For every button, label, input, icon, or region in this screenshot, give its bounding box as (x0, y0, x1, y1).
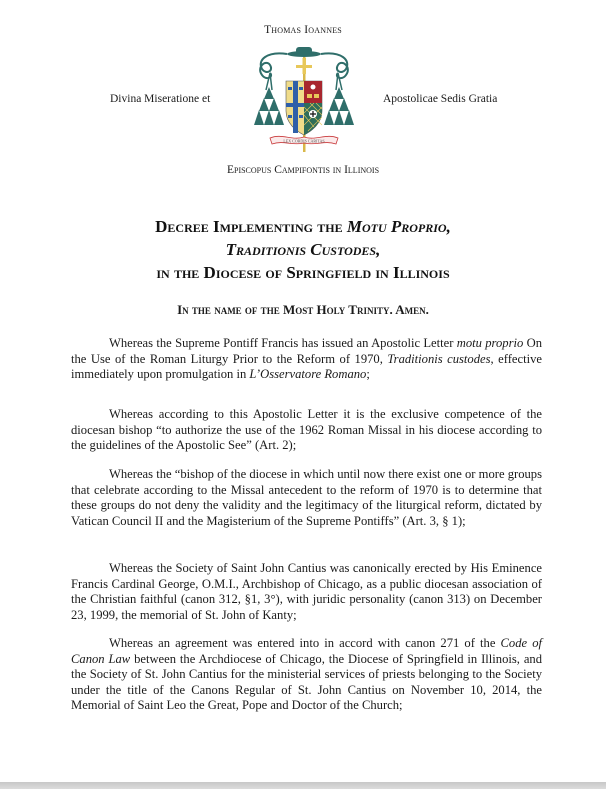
title-line-2: Traditionis Custodes, (225, 240, 381, 259)
header-right-text: Apostolicae Sedis Gratia (383, 93, 498, 105)
invocation: In the name of the Most Holy Trinity. Amen. (177, 302, 429, 317)
page-bottom-edge (0, 782, 606, 789)
coat-of-arms-icon (252, 45, 356, 155)
title-line-1: Decree Implementing the Motu Proprio, (155, 217, 451, 236)
title-line-3: in the Diocese of Springfield in Illinois (156, 263, 450, 282)
svg-text:LEX CORDIS CARITAS: LEX CORDIS CARITAS (283, 138, 325, 144)
bishop-name: Thomas Ioannes (264, 24, 342, 36)
bishop-title: Episcopus Campifontis in Illinois (226, 164, 380, 176)
paragraph-3: Whereas the “bishop of the diocese in which until now there exist one or more groups that celebrate according to the Missal antecedent to the reform of 1970 is to determine that these groups do not deny the validity and the legitimacy of the liturgical reform, dictated by Vatican Council II and the Magisterium of the Supreme Pontiffs” (Art. 3, § 1); (71, 467, 542, 528)
paragraph-4: Whereas the Society of Saint John Cantius was canonically erected by His Eminence Francis Cardinal George, O.M.I., Archbishop of Chicago, as a public diocesan association of the Christian faithful (canon 312, §1, 3°), with juridic personality (canon 313) on December 23, 1999, the memorial of St. John of Kanty; (71, 561, 542, 622)
header-left-text: Divina Miseratione et (110, 93, 211, 105)
paragraph-2: Whereas according to this Apostolic Letter it is the exclusive competence of the diocesan bishop “to authorize the use of the 1962 Roman Missal in his diocese according to the guidelines of the Apostolic See” (Art. 2); (71, 407, 542, 453)
decree-title (0, 215, 606, 284)
paragraph-1: Whereas the Supreme Pontiff Francis has issued an Apostolic Letter motu proprio On the Use of the Roman Liturgy Prior to the Reform of 1970, Traditionis custodes, effective immediately upon promulgation in L’Osservatore Romano; (71, 336, 542, 382)
paragraph-5: Whereas an agreement was entered into in accord with canon 271 of the Code of Canon Law between the Archdiocese of Chicago, the Diocese of Springfield in Illinois, and the Society of St. John Cantius for the ministerial services of priests belonging to the Society under the title of the Canons Regular of St. John Cantius on November 10, 2014, the Memorial of Saint Leo the Great, Pope and Doctor of the Church; (71, 636, 543, 713)
